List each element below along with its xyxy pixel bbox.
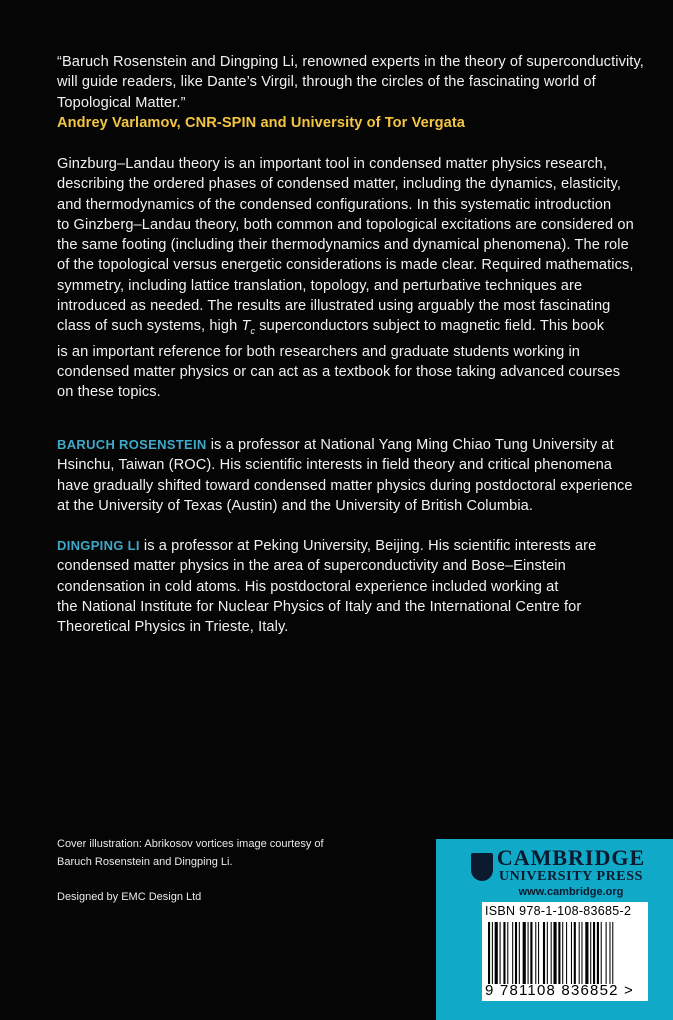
description-line: introduced as needed. The results are illustrated using arguably the most fascinating [57,298,611,315]
description-line: symmetry, including lattice translation, topology, and perturbative techniques are [57,277,583,294]
barcode-digits: 9 781108 836852 > [485,982,634,999]
bio-line: Hsinchu, Taiwan (ROC). His scientific interests in field theory and critical phenomena [57,457,613,474]
isbn-label: ISBN 978-1-108-83685-2 [485,904,632,918]
bio-line [57,536,642,556]
cover-credit-line: Cover illustration: Abrikosov vortices image courtesy of [57,838,324,850]
author-name: BARUCH ROSENSTEIN [57,437,207,452]
description-line: the same footing (including their thermodynamics and dynamical phenomena). The role [57,237,629,254]
cover-credit [57,836,324,871]
author-bio-li [57,536,642,637]
publisher-subname: UNIVERSITY PRESS [498,869,644,884]
description-line: is an important reference for both researchers and graduate students working in [57,343,581,360]
description-line: describing the ordered phases of condensed matter, including the dynamics, elasticity, [57,176,622,193]
description-text: class of such systems, high [57,318,242,335]
description-text: superconductors subject to magnetic field. This book [255,318,605,335]
cover-credit-line: Baruch Rosenstein and Dingping Li. [57,855,233,868]
quote-line: Topological Matter.” [57,94,186,111]
description-line [57,316,642,341]
author-bio-rosenstein [57,435,642,516]
bio-line: have gradually shifted toward condensed matter physics during postdoctoral experience [57,477,633,494]
book-description [57,154,642,402]
description-line: and thermodynamics of the condensed configurations. In this systematic introduction [57,196,612,213]
bio-text: is a professor at National Yang Ming Chiao Tung University at [206,437,614,453]
quote-line: “Baruch Rosenstein and Dingping Li, renowned experts in the theory of superconductivity, [57,54,644,70]
bio-line: condensation in cold atoms. His postdoctoral experience included working at [57,578,559,595]
author-name: DINGPING LI [57,538,140,553]
c-subscript: c [250,326,256,337]
bio-line: Theoretical Physics in Trieste, Italy. [57,619,289,636]
barcode-box [482,902,648,1001]
tc-symbol [241,318,256,337]
t-symbol: T [241,318,251,335]
description-line: on these topics. [57,384,161,401]
description-line: of the topological versus energetic considerations is made clear. Required mathematics, [57,257,634,274]
bio-line [57,435,642,455]
shield-icon [471,853,493,881]
bio-line: condensed matter physics in the area of superconductivity and Bose–Einstein [57,558,566,575]
description-line: to Ginzberg–Landau theory, both common and topological excitations are considered on [57,216,634,233]
bio-line: at the University of Texas (Austin) and the University of British Columbia. [57,497,534,514]
quote-attribution: Andrey Varlamov, CNR-SPIN and University of Tor Vergata [57,114,466,131]
endorsement-quote [57,52,642,133]
barcode-icon [488,922,644,984]
publisher-panel [436,839,673,1020]
description-line: condensed matter physics or can act as a textbook for those taking advanced courses [57,363,621,380]
quote-line: will guide readers, like Dante’s Virgil, through the circles of the fascinating world of [57,74,596,91]
bio-text: is a professor at Peking University, Beijing. His scientific interests are [139,538,597,554]
publisher-url: www.cambridge.org [518,886,624,898]
designer-credit: Designed by EMC Design Ltd [57,891,202,903]
publisher-logo [496,847,646,899]
description-line: Ginzburg–Landau theory is an important tool in condensed matter physics research, [57,156,607,172]
publisher-name: CAMBRIDGE [496,845,646,870]
bio-line: the National Institute for Nuclear Physics of Italy and the International Centre for [57,598,582,615]
